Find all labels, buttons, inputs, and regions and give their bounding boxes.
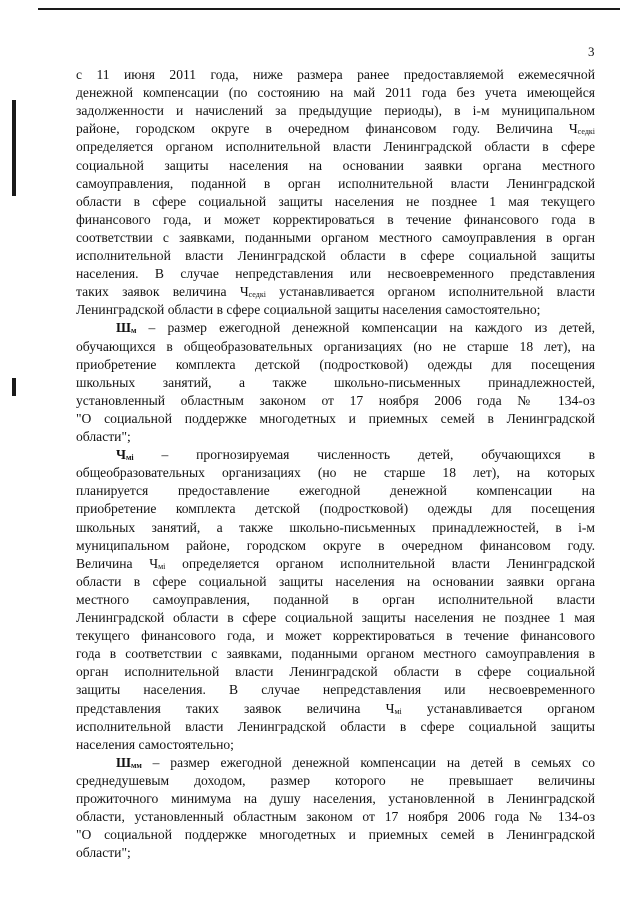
text-line: школьных занятий, а также школьно-письменных принадлежностей, (76, 374, 595, 390)
text-line: орган исполнительной власти Ленинградской области в сфере социальной (76, 664, 595, 680)
text-line: области"; (76, 429, 131, 444)
text-line: области, установленный областным законом от 17 ноября 2006 года № 134-оз (76, 809, 595, 825)
text-line: школьных занятий, а также школьно-письменных принадлежностей, в i-м (76, 519, 595, 535)
text-line: соответствии с заявками, поданными органом местного самоуправления в орган (76, 229, 595, 245)
text-line: с 11 июня 2011 года, ниже размера ранее предоставляемой ежемесячной (76, 67, 595, 82)
text-line: среднедушевым доходом, размер которого не превышает величины (76, 772, 595, 788)
text-line: Ленинградской области в сфере социальной защиты населения не позднее 1 мая (76, 610, 595, 625)
text-line: $Ш_м$ – размер ежегодной денежной компенсации на каждого из детей, (116, 320, 595, 336)
text-line: исполнительной власти Ленинградской области в сфере социальной защиты (76, 718, 595, 734)
text-line: текущего финансового года, и может корректироваться в течение финансового (76, 628, 595, 644)
text-line: денежной компенсации (по состоянию на май 2011 года без учета имеющейся (76, 85, 595, 101)
text-line: населения самостоятельно; (76, 736, 234, 752)
text-line: представления таких заявок величина $Ч_{мі}$ устанавливается органом (76, 700, 595, 716)
text-line: общеобразовательных организациях (но не старше 18 лет), на которых (76, 465, 595, 481)
text-line: приобретение комплекта детской (подростковой) одежды для посещения (76, 501, 595, 517)
text-line: прожиточного минимума на душу населения, установленной в Ленинградской (76, 791, 595, 806)
text-line: таких заявок величина $Ч_{седкі}$ устанавливается органом исполнительной власти (76, 284, 595, 300)
text-line: "О социальной поддержке многодетных и приемных семей в Ленинградской (76, 410, 595, 426)
page-number: 3 (588, 44, 595, 59)
text-line: самоуправления, поданной в орган исполнительной власти Ленинградской (76, 175, 595, 191)
text-line: задолженности и начислений за предыдущие периоды), в i-м муниципальном (76, 103, 595, 119)
text-line: определяется органом исполнительной власти Ленинградской области в сфере (76, 139, 595, 155)
text-line: приобретение комплекта детской (подростковой) одежды для посещения (76, 356, 595, 372)
text-line: исполнительной власти Ленинградской области в сфере социальной защиты (76, 248, 595, 263)
text-line: муниципальном районе, городском округе в очередном финансовом году. (76, 537, 595, 553)
text-line: "О социальной поддержке многодетных и приемных семей в Ленинградской (76, 827, 595, 843)
text-line: Величина $Ч_{мі}$ определяется органом исполнительной власти Ленинградской (76, 555, 595, 571)
text-line: планируется предоставление ежегодной денежной компенсации на (76, 483, 595, 499)
text-line: года в соответствии с заявками, поданными органом местного самоуправления в (76, 646, 595, 662)
text-line: $Ш_{мм}$ – размер ежегодной денежной компенсации на детей в семьях со (116, 754, 595, 770)
text-line: Ленинградской области в сфере социальной защиты населения самостоятельно; (76, 302, 541, 318)
text-line: области"; (76, 845, 131, 861)
text-line: защиты населения. В случае непредставления или несвоевременного (76, 682, 595, 698)
text-line: области в сфере социальной защиты населения не позднее 1 мая текущего (76, 193, 595, 209)
text-line: $Ч_{мі}$ – прогнозируемая численность детей, обучающихся в (116, 447, 595, 463)
text-line: социальной защиты населения на основании заявки органа местного (76, 157, 595, 173)
text-line: финансового года, и может корректироваться в течение финансового года в (76, 211, 595, 227)
text-line: местного самоуправления, поданной в орган исполнительной власти (76, 591, 595, 607)
text-line: населения. В случае непредставления или несвоевременного представления (76, 266, 595, 282)
text-line: установленный областным законом от 17 ноября 2006 года № 134-оз (76, 392, 595, 408)
text-line: районе, городском округе в очередном финансовом году. Величина $Ч_{седкі}$ (76, 121, 595, 137)
text-line: обучающихся в общеобразовательных организациях (но не старше 18 лет), на (76, 338, 595, 354)
text-line: области в сфере социальной защиты населения на основании заявки органа (76, 573, 595, 589)
